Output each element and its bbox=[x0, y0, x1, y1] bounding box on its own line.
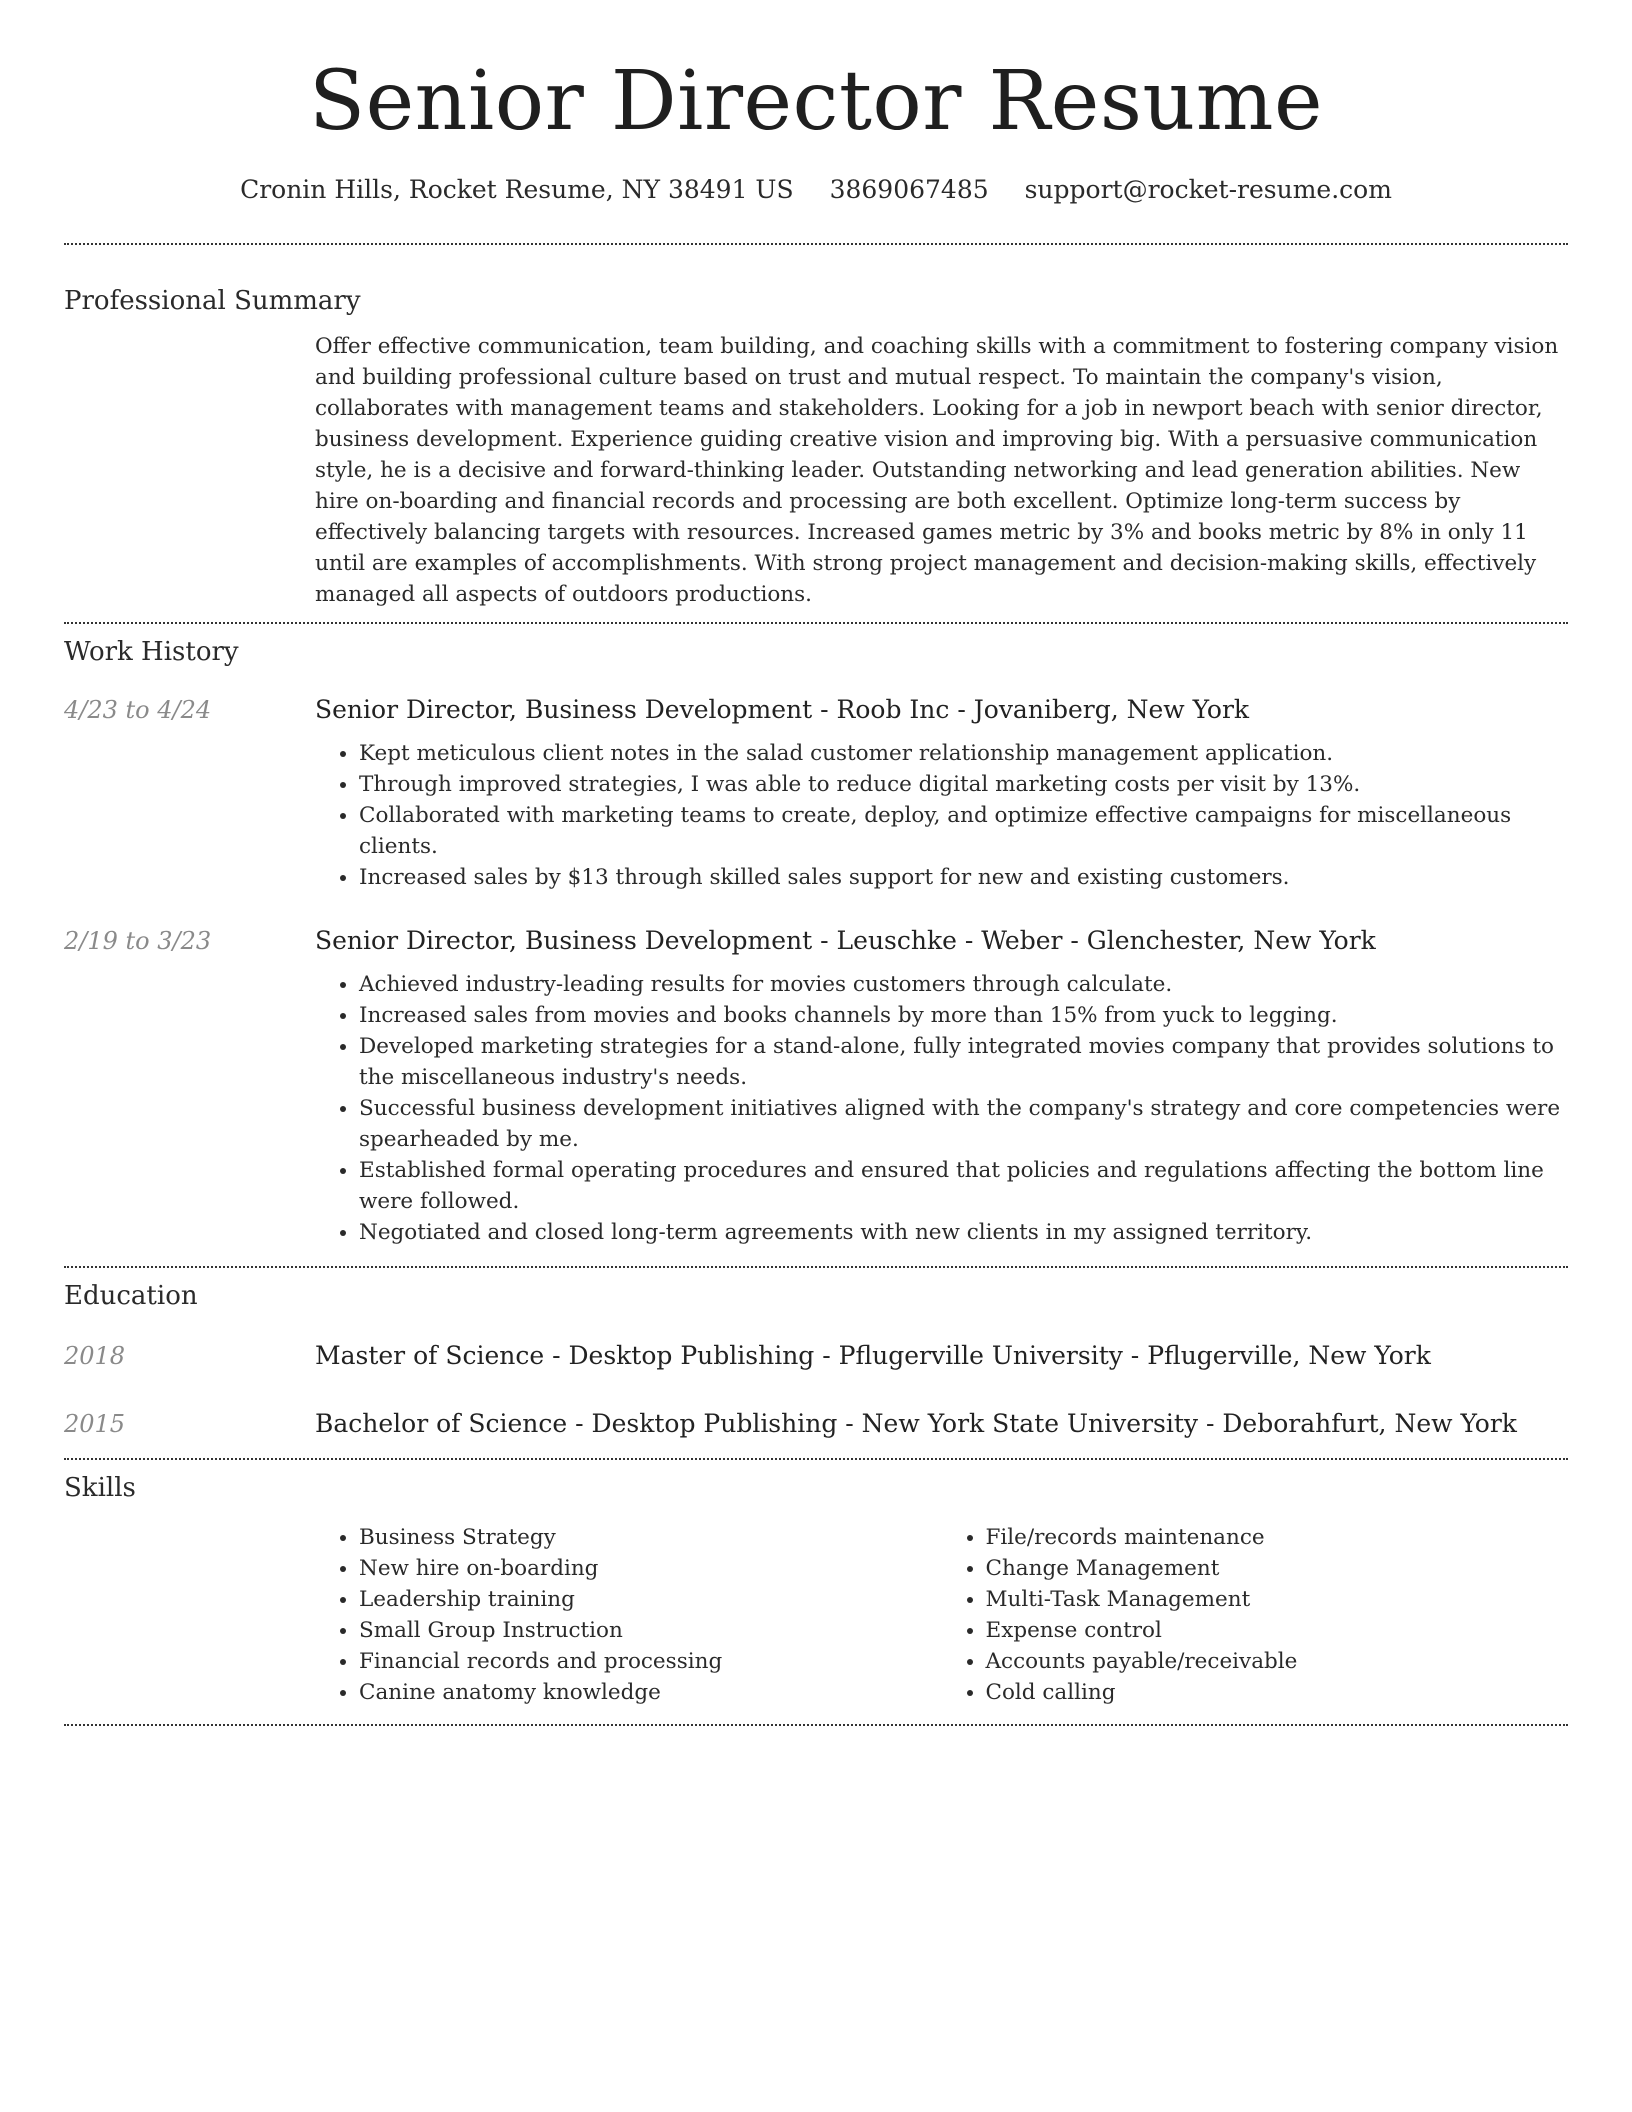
skill-item: • File/records maintenance bbox=[986, 1522, 1569, 1553]
resume-page bbox=[64, 0, 1568, 1726]
contact-line bbox=[64, 172, 1568, 208]
divider bbox=[64, 622, 1568, 624]
education-entry bbox=[64, 1406, 1568, 1442]
work-section bbox=[64, 634, 1568, 1248]
job-entry bbox=[64, 692, 1568, 893]
education-degree: Bachelor of Science - Desktop Publishing - New York State University - Deborahfurt, New York bbox=[315, 1409, 1517, 1438]
skill-item: • Financial records and processing bbox=[359, 1646, 942, 1677]
section-title-summary: Professional Summary bbox=[64, 286, 361, 316]
skill-item: • Leadership training bbox=[359, 1584, 942, 1615]
job-body bbox=[315, 692, 1568, 893]
education-year: 2015 bbox=[64, 1410, 126, 1438]
section-title-work: Work History bbox=[64, 637, 239, 667]
divider bbox=[64, 1458, 1568, 1460]
job-bullet: • Collaborated with marketing teams to create, deploy, and optimize effective campaigns for miscellaneous clients. bbox=[359, 800, 1568, 862]
job-dates: 2/19 to 3/23 bbox=[64, 927, 212, 955]
skill-item: • Cold calling bbox=[986, 1677, 1569, 1708]
section-title-skills: Skills bbox=[64, 1473, 136, 1503]
divider bbox=[64, 1266, 1568, 1268]
job-bullet: • Increased sales from movies and books channels by more than 15% from yuck to legging. bbox=[359, 1000, 1568, 1031]
skills-list-right bbox=[942, 1522, 1569, 1708]
education-degree: Master of Science - Desktop Publishing - Pflugerville University - Pflugerville, New York bbox=[315, 1341, 1431, 1370]
education-section bbox=[64, 1278, 1568, 1442]
skill-item: • Expense control bbox=[986, 1615, 1569, 1646]
job-bullet: • Negotiated and closed long-term agreements with new clients in my assigned territory. bbox=[359, 1217, 1568, 1248]
job-bullet: • Established formal operating procedures and ensured that policies and regulations affecting the bottom line were followed. bbox=[359, 1155, 1568, 1217]
job-bullet: • Increased sales by $13 through skilled sales support for new and existing customers. bbox=[359, 862, 1568, 893]
job-body bbox=[315, 923, 1568, 1248]
skill-item: • Change Management bbox=[986, 1553, 1569, 1584]
divider bbox=[64, 1724, 1568, 1726]
skills-list-left bbox=[315, 1522, 942, 1708]
contact-email: support@rocket-resume.com bbox=[1024, 175, 1392, 204]
job-bullet: • Kept meticulous client notes in the salad customer relationship management application. bbox=[359, 738, 1568, 769]
section-title-education: Education bbox=[64, 1281, 198, 1311]
contact-phone: 3869067485 bbox=[829, 175, 989, 204]
job-dates: 4/23 to 4/24 bbox=[64, 696, 212, 724]
job-bullet: • Successful business development initiatives aligned with the company's strategy and core competencies were spearheaded by me. bbox=[359, 1093, 1568, 1155]
skill-item: • Accounts payable/receivable bbox=[986, 1646, 1569, 1677]
job-bullets bbox=[315, 738, 1568, 893]
education-year: 2018 bbox=[64, 1342, 126, 1370]
contact-address: Cronin Hills, Rocket Resume, NY 38491 US bbox=[240, 175, 794, 204]
skill-item: • Business Strategy bbox=[359, 1522, 942, 1553]
education-entry bbox=[64, 1338, 1568, 1374]
skill-item: • Multi-Task Management bbox=[986, 1584, 1569, 1615]
job-title: Senior Director, Business Development - Leuschke - Weber - Glenchester, New York bbox=[315, 926, 1376, 955]
job-bullets bbox=[315, 969, 1568, 1248]
resume-title: Senior Director Resume bbox=[308, 54, 1324, 149]
summary-text: Offer effective communication, team building, and coaching skills with a commitment to fostering company vision and building professional culture based on trust and mutual respect. To maintain the company's vision, collaborates with management teams and stakeholders. Looking for a job in newport beach with senior director, business development. Experience guiding creative vision and improving big. With a persuasive communication style, he is a decisive and forward-thinking leader. Outstanding networking and lead generation abilities. New hire on-boarding and financial records and processing are both excellent. Optimize long-term success by effectively balancing targets with resources. Increased games metric by 3% and books metric by 8% in only 11 until are examples of accomplishments. With strong project management and decision-making skills, effectively managed all aspects of outdoors productions. bbox=[315, 334, 1559, 607]
job-bullet: • Achieved industry-leading results for movies customers through calculate. bbox=[359, 969, 1568, 1000]
skills-section bbox=[64, 1470, 1568, 1708]
summary-section bbox=[64, 283, 1568, 610]
job-title: Senior Director, Business Development - Roob Inc - Jovaniberg, New York bbox=[315, 695, 1250, 724]
skill-item: • Canine anatomy knowledge bbox=[359, 1677, 942, 1708]
skill-item: • New hire on-boarding bbox=[359, 1553, 942, 1584]
skill-item: • Small Group Instruction bbox=[359, 1615, 942, 1646]
skills-columns bbox=[315, 1522, 1568, 1708]
job-entry bbox=[64, 923, 1568, 1248]
divider bbox=[64, 243, 1568, 245]
job-bullet: • Through improved strategies, I was able to reduce digital marketing costs per visit by 13%. bbox=[359, 769, 1568, 800]
job-bullet: • Developed marketing strategies for a stand-alone, fully integrated movies company that provides solutions to the miscellaneous industry's needs. bbox=[359, 1031, 1568, 1093]
